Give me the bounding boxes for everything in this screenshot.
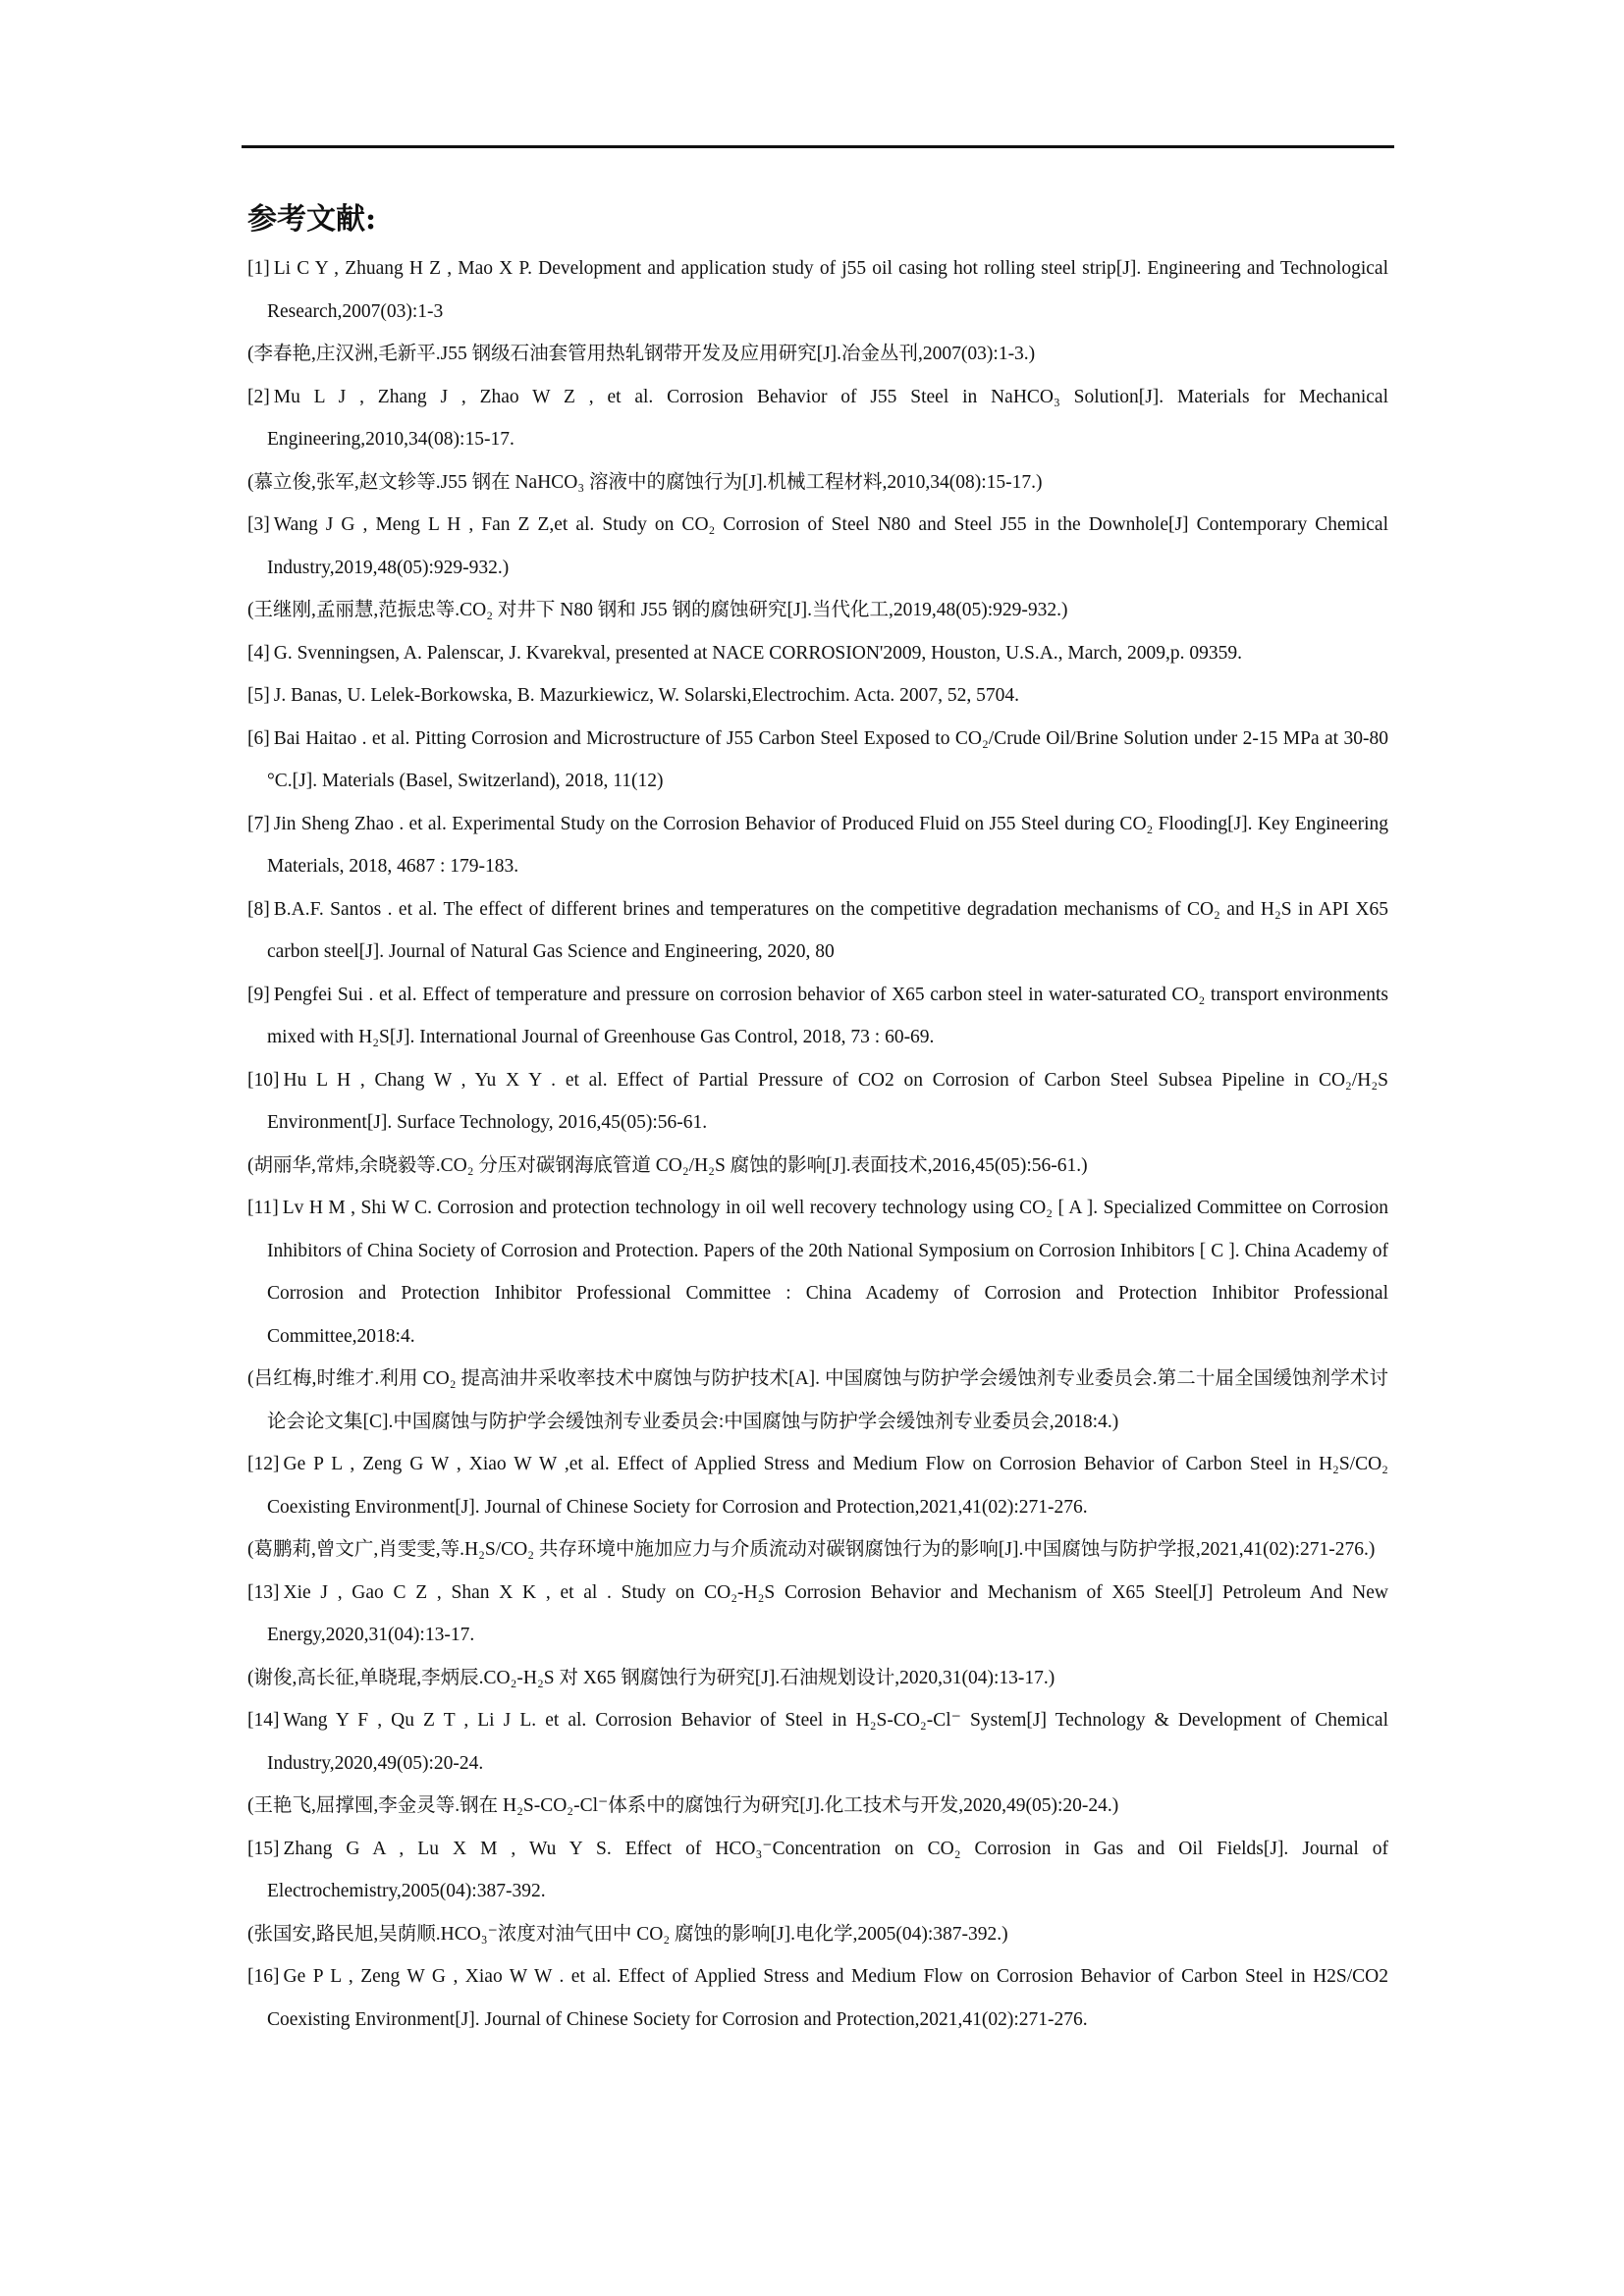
reference-chinese-translation: (慕立俊,张军,赵文轸等.J55 钢在 NaHCO₃ 溶液中的腐蚀行为[J].机械工程材料,2010,34(08):15-17.)	[247, 471, 1043, 493]
reference-chinese-translation: (葛鹏莉,曾文广,肖雯雯,等.H₂S/CO₂ 共存环境中施加应力与介质流动对碳钢腐蚀行为的影响[J].中国腐蚀与防护学报,2021,41(02):271-276.)	[247, 1539, 1376, 1560]
reference-number: [3]	[247, 514, 270, 535]
reference-chinese-translation: (吕红梅,时维才.利用 CO₂ 提高油井采收率技术中腐蚀与防护技术[A]. 中国腐蚀与防护学会缓蚀剂专业委员会.第二十届全国缓蚀剂学术讨论会论文集[C].中国腐蚀与防护学会缓蚀剂专业委员会:中国腐蚀与防护学会缓蚀剂专业委员会,2018:4.)	[247, 1368, 1388, 1432]
reference-chinese-translation: (王继刚,孟丽慧,范振忠等.CO₂ 对井下 N80 钢和 J55 钢的腐蚀研究[J].当代化工,2019,48(05):929-932.)	[247, 600, 1068, 620]
reference-text: Li C Y , Zhuang H Z , Mao X P. Development and application study of j55 oil casing hot rolling steel strip[J]. Engineering and Technological Research,2007(03):1-3	[267, 258, 1388, 322]
reference-list	[247, 247, 1388, 2041]
reference-entry	[247, 718, 1388, 803]
reference-number: [14]	[247, 1710, 280, 1731]
reference-entry	[247, 376, 1388, 461]
top-rule	[242, 145, 1394, 148]
reference-text: G. Svenningsen, A. Palenscar, J. Kvarekval, presented at NACE CORROSION'2009, Houston, U.S.A., March, 2009,p. 09359.	[273, 642, 1243, 664]
reference-chinese-translation: (胡丽华,常炜,余晓毅等.CO₂ 分压对碳钢海底管道 CO₂/H₂S 腐蚀的影响[J].表面技术,2016,45(05):56-61.)	[247, 1154, 1088, 1176]
reference-entry	[247, 974, 1388, 1059]
reference-entry	[247, 1443, 1388, 1528]
reference-entry	[247, 247, 1388, 333]
reference-entry	[247, 632, 1388, 675]
reference-number: [10]	[247, 1069, 280, 1091]
reference-number: [6]	[247, 727, 270, 749]
references-heading: 参考文献:	[247, 202, 377, 237]
reference-entry	[247, 803, 1388, 888]
reference-number: [2]	[247, 386, 270, 407]
reference-text: Xie J , Gao C Z , Shan X K , et al . Study on CO₂-H₂S Corrosion Behavior and Mechanism of X65 Steel[J] Petroleum And New Energy,2020,31(04):13-17.	[267, 1581, 1388, 1645]
reference-number: [11]	[247, 1198, 279, 1218]
reference-text: Wang J G , Meng L H , Fan Z Z,et al. Study on CO₂ Corrosion of Steel N80 and Steel J55 in the Downhole[J] Contemporary Chemical Industry,2019,48(05):929-932.)	[267, 514, 1388, 578]
reference-entry	[247, 1572, 1388, 1657]
reference-text: J. Banas, U. Lelek-Borkowska, B. Mazurkiewicz, W. Solarski,Electrochim. Acta. 2007, 52, 5704.	[273, 685, 1020, 706]
reference-text: Ge P L , Zeng G W , Xiao W W ,et al. Effect of Applied Stress and Medium Flow on Corrosion Behavior of Carbon Steel in H₂S/CO₂ Coexisting Environment[J]. Journal of Chinese Society for Corrosion and Protection,2021,41(02):271-276.	[267, 1454, 1388, 1518]
reference-entry	[247, 1699, 1388, 1785]
reference-number: [8]	[247, 898, 270, 920]
reference-chinese-translation: (李春艳,庄汉洲,毛新平.J55 钢级石油套管用热轧钢带开发及应用研究[J].冶金丛刊,2007(03):1-3.)	[247, 344, 1036, 364]
reference-text: Lv H M , Shi W C. Corrosion and protection technology in oil well recovery technology using CO₂ [ A ]. Specialized Committee on Corrosion Inhibitors of China Society of Corrosion and Protection. Papers of the 20th National Symposium on Corrosion Inhibitors [ C ]. China Academy of Corrosion and Protection Inhibitor Professional Committee : China Academy of Corrosion and Protection Inhibitor Professional Committee,2018:4.	[267, 1198, 1388, 1347]
reference-text: Zhang G A , Lu X M , Wu Y S. Effect of HCO₃⁻Concentration on CO₂ Corrosion in Gas and Oil Fields[J]. Journal of Electrochemistry,2005(04):387-392.	[267, 1838, 1388, 1901]
reference-entry	[247, 504, 1388, 589]
reference-text: Mu L J , Zhang J , Zhao W Z , et al. Corrosion Behavior of J55 Steel in NaHCO₃ Solution[J]. Materials for Mechanical Engineering,2010,34(08):15-17.	[267, 386, 1388, 450]
reference-text: Wang Y F , Qu Z T , Li J L. et al. Corrosion Behavior of Steel in H₂S-CO₂-Cl⁻ System[J] Technology & Development of Chemical Industry,2020,49(05):20-24.	[267, 1710, 1388, 1774]
reference-entry	[247, 888, 1388, 974]
reference-text: B.A.F. Santos . et al. The effect of different brines and temperatures on the competitive degradation mechanisms of CO₂ and H₂S in API X65 carbon steel[J]. Journal of Natural Gas Science and Engineering, 2020, 80	[267, 898, 1388, 962]
reference-number: [4]	[247, 642, 270, 664]
reference-entry	[247, 1828, 1388, 1913]
reference-entry	[247, 674, 1388, 718]
reference-entry	[247, 1059, 1388, 1145]
reference-entry	[247, 1187, 1388, 1358]
references-section	[247, 198, 1388, 2041]
reference-number: [7]	[247, 813, 270, 834]
reference-chinese-translation: (张国安,路民旭,吴荫顺.HCO₃⁻浓度对油气田中 CO₂ 腐蚀的影响[J].电化学,2005(04):387-392.)	[247, 1923, 1008, 1945]
reference-number: [5]	[247, 685, 270, 706]
reference-entry	[247, 1955, 1388, 2041]
reference-number: [13]	[247, 1581, 280, 1603]
reference-text: Ge P L , Zeng W G , Xiao W W . et al. Effect of Applied Stress and Medium Flow on Corrosion Behavior of Carbon Steel in H2S/CO2 Coexisting Environment[J]. Journal of Chinese Society for Corrosion and Protection,2021,41(02):271-276.	[267, 1966, 1388, 2030]
reference-number: [12]	[247, 1454, 280, 1474]
reference-number: [9]	[247, 984, 270, 1005]
reference-text: Jin Sheng Zhao . et al. Experimental Study on the Corrosion Behavior of Produced Fluid on J55 Steel during CO₂ Flooding[J]. Key Engineering Materials, 2018, 4687 : 179-183.	[267, 813, 1388, 877]
reference-chinese-translation: (王艳飞,屈撑囤,李金灵等.钢在 H₂S-CO₂-Cl⁻体系中的腐蚀行为研究[J].化工技术与开发,2020,49(05):20-24.)	[247, 1795, 1119, 1816]
reference-text: Hu L H , Chang W , Yu X Y . et al. Effect of Partial Pressure of CO2 on Corrosion of Carbon Steel Subsea Pipeline in CO₂/H₂S Environment[J]. Surface Technology, 2016,45(05):56-61.	[267, 1069, 1388, 1133]
reference-text: Pengfei Sui . et al. Effect of temperature and pressure on corrosion behavior of X65 carbon steel in water-saturated CO₂ transport environments mixed with H₂S[J]. International Journal of Greenhouse Gas Control, 2018, 73 : 60-69.	[267, 984, 1388, 1047]
reference-number: [15]	[247, 1838, 280, 1859]
reference-number: [16]	[247, 1966, 280, 1987]
reference-text: Bai Haitao . et al. Pitting Corrosion and Microstructure of J55 Carbon Steel Exposed to CO₂/Crude Oil/Brine Solution under 2-15 MPa at 30-80 °C.[J]. Materials (Basel, Switzerland), 2018, 11(12)	[267, 727, 1388, 791]
reference-chinese-translation: (谢俊,高长征,单晓琨,李炳辰.CO₂-H₂S 对 X65 钢腐蚀行为研究[J].石油规划设计,2020,31(04):13-17.)	[247, 1667, 1056, 1688]
reference-number: [1]	[247, 258, 270, 279]
